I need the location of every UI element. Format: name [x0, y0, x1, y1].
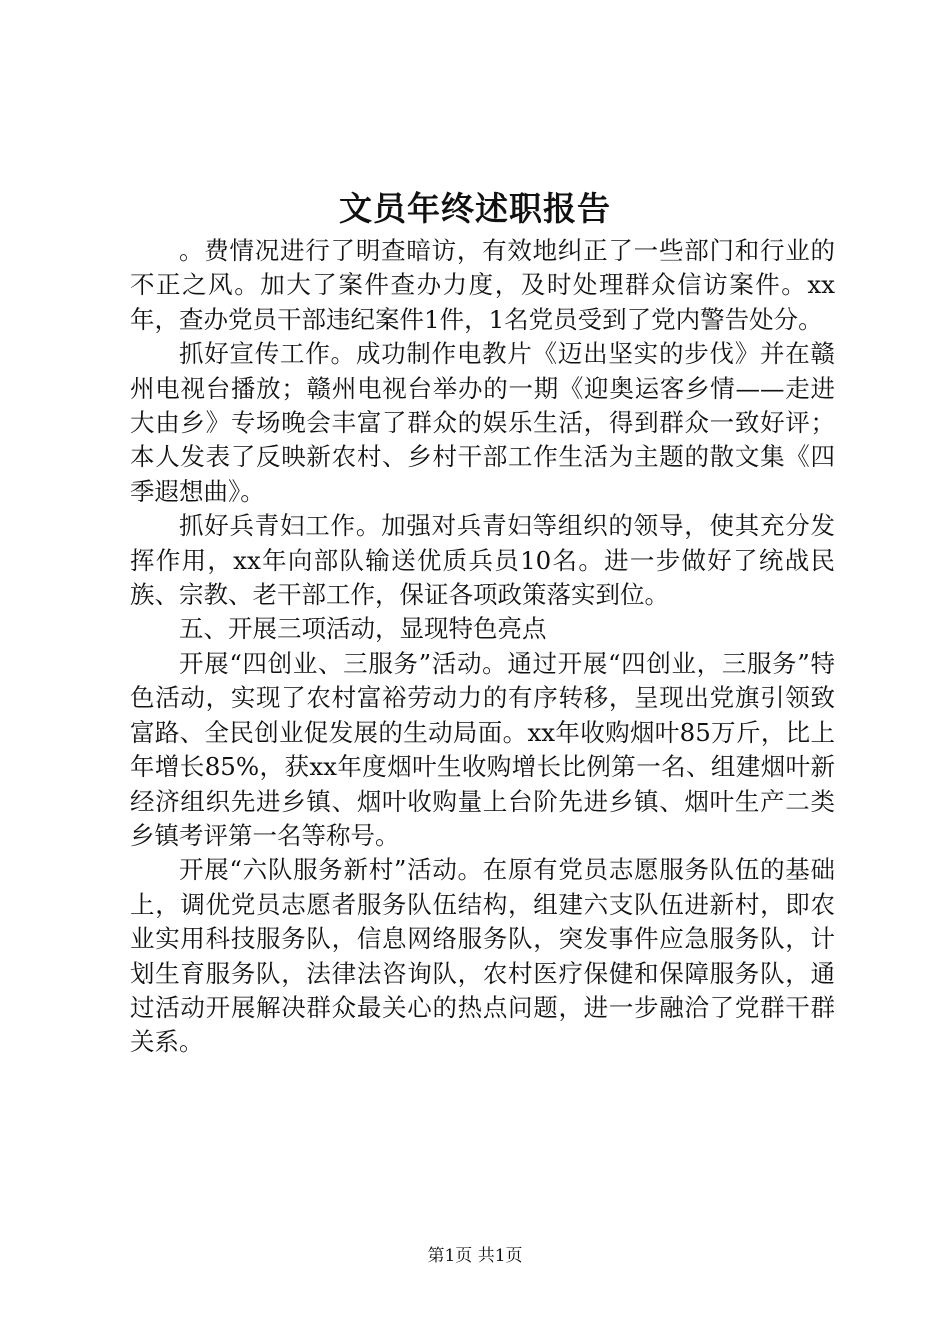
page-number-footer: 第1页 共1页	[427, 1246, 523, 1266]
section-heading-activities: 五、开展三项活动，显现特色亮点	[179, 614, 547, 644]
document-title: 文员年终述职报告	[339, 189, 611, 228]
paragraph-entrepreneurship: 开展“四创业、三服务”活动。通过开展“四创业，三服务”特色活动，实现了农村富裕劳动力的有序转移，呈现出党旗引领致富路、全民创业促发展的生动局面。xx年收购烟叶85万斤，比上年增长85%，获xx年度烟叶生收购增长比例第一名、组建烟叶新经济组织先进乡镇、烟叶收购量上台阶先进乡镇、烟叶生产二类乡镇考评第一名等称号。	[130, 648, 835, 850]
document-body	[130, 234, 835, 1060]
paragraph-militia-youth-women: 抓好兵青妇工作。加强对兵青妇等组织的领导，使其充分发挥作用，xx年向部队输送优质兵员10名。进一步做好了统战民族、宗教、老干部工作，保证各项政策落实到位。	[130, 511, 835, 610]
paragraph-publicity: 抓好宣传工作。成功制作电教片《迈出坚实的步伐》并在赣州电视台播放；赣州电视台举办的一期《迎奥运客乡情——走进大由乡》专场晚会丰富了群众的娱乐生活，得到群众一致好评；本人发表了反映新农村、乡村干部工作生活为主题的散文集《四季遐想曲》。	[130, 339, 835, 506]
paragraph-discipline: 。费情况进行了明查暗访，有效地纠正了一些部门和行业的不正之风。加大了案件查办力度，及时处理群众信访案件。xx年，查办党员干部违纪案件1件，1名党员受到了党内警告处分。	[130, 236, 835, 334]
paragraph-service-teams: 开展“六队服务新村”活动。在原有党员志愿服务队伍的基础上，调优党员志愿者服务队伍结构，组建六支队伍进新村，即农业实用科技服务队，信息网络服务队，突发事件应急服务队，计划生育服务队，法律法咨询队，农村医疗保健和保障服务队，通过活动开展解决群众最关心的热点问题，进一步融洽了党群干群关系。	[130, 855, 835, 1057]
